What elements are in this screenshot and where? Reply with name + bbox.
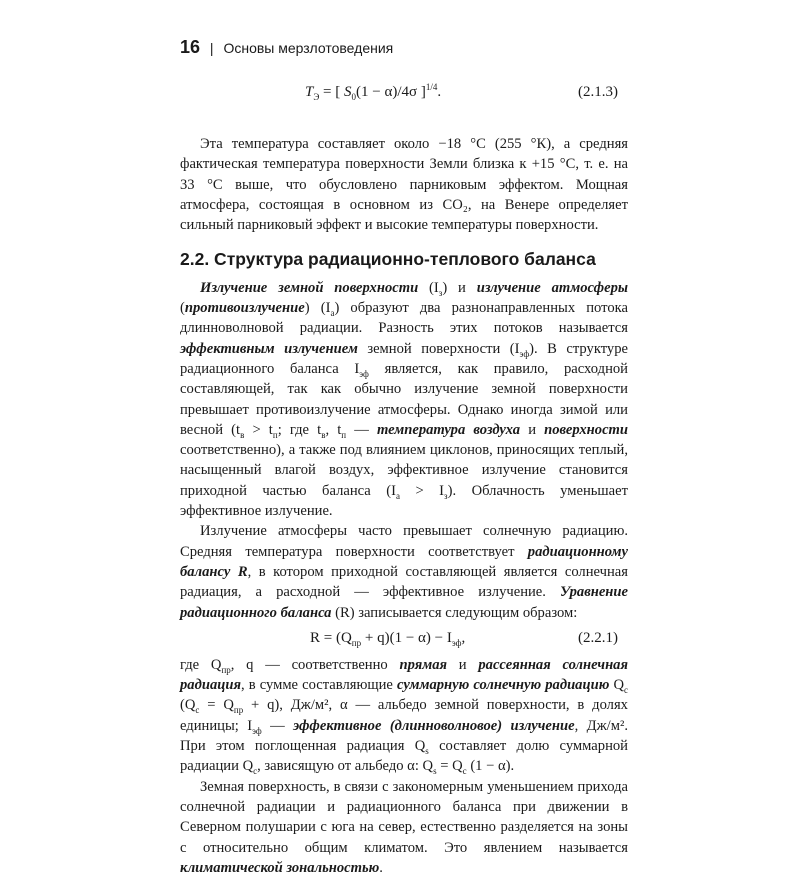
paragraph-radiation: Излучение земной поверхности $(I_з)$ и излучение атмосферы (противоизлучение) $(I_а)$ образуют два разнонаправленных потока длинноволновой радиации. Разность этих потоков называется эффективным излучением земной поверхности $(I_{эф})$. В структуре радиационного баланса $I_{эф}$ является, как правило, расходной составляющей, так как обычно излучение земной поверхности превышает противоизлучение атмосферы. Однако иногда зимой или весной ($t_в > t_п$; где $t_в$, $t_п$ — температура воздуха и поверхности соответственно), а также под влиянием циклонов, приносящих теплый, насыщенный влагой воздух, эффективное излучение становится приходной частью баланса $(I_а > I_з)$. Облачность уменьшает эффективное излучение. <box>180 279 629 520</box>
equation-number: (2.1.3) <box>578 84 618 100</box>
running-title: Основы мерзлотоведения <box>223 40 394 56</box>
page-number: 16 <box>180 37 201 57</box>
paragraph-zonality: Земная поверхность, в связи с закономерным уменьшением прихода солнечной радиации и радиационного баланса при движении в Северном полушарии с юга на север, естественно разделяется на зоны с относительно общим климатом. Это явлением называется климатической зональностью. <box>180 778 628 876</box>
running-header <box>180 36 628 58</box>
header-separator: | <box>209 40 214 56</box>
equation-2-2-1 <box>180 625 628 651</box>
paragraph-balance: Излучение атмосферы часто превышает солнечную радиацию. Средняя температура поверхности соответствует радиационному балансу R, в котором приходной составляющей является солнечная радиация, а расходной — эффективное излучение. Уравнение радиационного баланса (R) записывается следующим образом: <box>180 523 628 621</box>
intro-paragraph: Эта температура составляет около −18 °С (255 °К), а средняя фактическая температура поверхности Земли близка к +15 °С, т. е. на 33 °С выше, что обусловлено парниковым эффектом. Мощная атмосфера, состоящая в основном из CO₂, на Венере определяет сильный парниковый эффект и высокие температуры поверхности. <box>180 136 628 234</box>
equation-2-1-3 <box>180 72 628 112</box>
equation-formula: $R = (Q_{пр} + q)(1 - \alpha) - I_{эф}$, <box>310 629 466 648</box>
paragraph-definitions: где $Q_{пр}$, q — соответственно прямая и рассеянная солнечная радиация, в сумме составляющие суммарную солнечную радиацию $Q_c$ $(Q_c = Q_{пр} + q)$, Дж/м², α — альбедо земной поверхности, в долях единицы; $I_{эф}$ — эффективное (длинноволновое) излучение, Дж/м². При этом поглощенная радиация $Q_s$ составляет долю суммарной радиации $Q_c$, зависящую от альбедо α: $Q_s = Q_c$ (1 − α). <box>180 656 628 777</box>
equation-number: (2.2.1) <box>578 629 618 646</box>
section-heading: 2.2. Структура радиационно-теплового баланса <box>180 249 596 270</box>
book-page <box>180 36 628 878</box>
equation-formula: $T_Э$ = [ $S_0(1 - \alpha)/4\sigma$ ]$^{1/4}$. <box>305 82 442 102</box>
